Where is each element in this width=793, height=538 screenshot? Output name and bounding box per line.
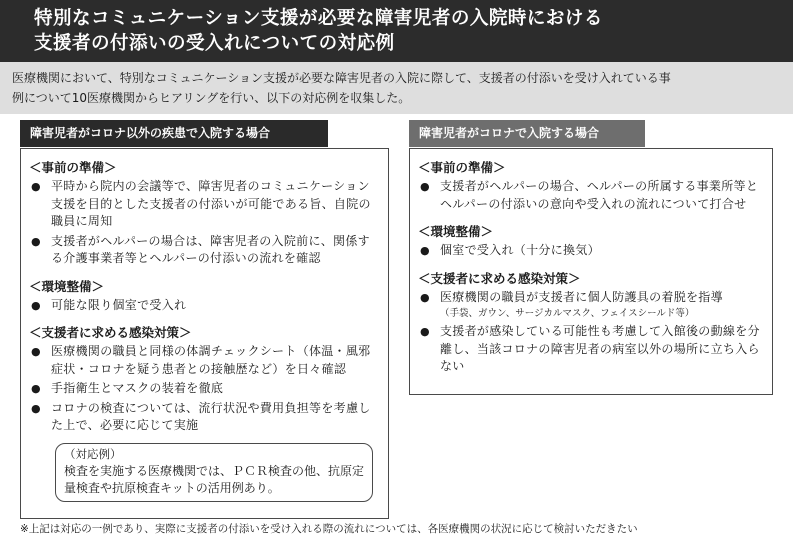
bullet-icon: ● <box>420 325 430 338</box>
list-item-text: 可能な限り個室で受入れ <box>51 297 187 312</box>
list-item-text: 支援者がヘルパーの場合、ヘルパーの所属する事業所等とヘルパーの付添いの意向や受入れの流れについて打合せ <box>440 179 759 211</box>
right-panel-label: 障害児者がコロナで入院する場合 <box>409 120 645 147</box>
left-section-environment: ＜環境整備＞ <box>29 278 105 294</box>
left-section-infection-control: ＜支援者に求める感染対策＞ <box>29 325 192 340</box>
list-item-text: コロナの検査については、流行状況や費用負担等を考慮した上で、必要に応じて実施 <box>51 400 371 432</box>
list-item-text: 医療機関の職員が支援者に個人防護具の着脱を指導 <box>440 289 723 304</box>
footer-note: ※上記は対応の一例であり、実際に支援者の付添いを受け入れる際の流れについては、各医療機関の状況に応じて検討いただきたい <box>20 523 638 535</box>
list-item-text: 医療機関の職員と同様の体調チェックシート（体温・風邪症状・コロナを疑う患者との接触歴など）を日々確認 <box>51 344 371 376</box>
ppe-note: （手袋、ガウン、サージカルマスク、フェイスシールド等） <box>440 308 695 319</box>
right-section-infection-control: ＜支援者に求める感染対策＞ <box>418 270 581 286</box>
list-item <box>418 323 764 376</box>
list-item-text: 手指衛生とマスクの装着を徹底 <box>51 381 224 395</box>
bullet-icon: ● <box>31 382 41 395</box>
bullet-icon: ● <box>31 180 41 193</box>
list-item <box>29 178 380 231</box>
example-title: （対応例） <box>64 446 122 461</box>
list-item <box>29 400 380 435</box>
left-panel <box>20 148 389 519</box>
bullet-icon: ● <box>31 298 41 312</box>
list-item <box>29 233 380 268</box>
list-item-text: 支援者が感染している可能性も考慮して入館後の動線を分離し、当該コロナの障害児者の病室以外の場所に立ち入らない <box>440 324 760 373</box>
bullet-icon: ● <box>420 180 430 193</box>
bullet-icon: ● <box>420 244 430 257</box>
bullet-icon: ● <box>420 290 430 304</box>
intro-text <box>0 62 793 114</box>
page-title <box>0 0 793 62</box>
intro-line-1: 医療機関において、特別なコミュニケーション支援が必要な障害児者の入院に際して、支援者の付添いを受け入れている事 <box>12 71 671 85</box>
example-text: 検査を実施する医療機関では、ＰＣＲ検査の他、抗原定量検査や抗原検査キットの活用例あり。 <box>64 463 365 495</box>
example-box <box>55 443 373 502</box>
list-item <box>418 178 764 213</box>
bullet-icon: ● <box>31 234 41 248</box>
intro-line-2: 例について10医療機関からヒアリングを行い、以下の対応例を収集した。 <box>12 91 411 105</box>
list-item-text: 個室で受入れ（十分に換気） <box>440 243 600 257</box>
list-item <box>29 343 380 378</box>
right-section-preparation: ＜事前の準備＞ <box>418 160 506 175</box>
left-panel-label: 障害児者がコロナ以外の疾患で入院する場合 <box>20 120 328 147</box>
left-section-preparation: ＜事前の準備＞ <box>29 160 117 175</box>
right-panel <box>409 148 773 395</box>
list-item <box>29 297 380 315</box>
title-line-1: 特別なコミュニケーション支援が必要な障害児者の入院時における <box>34 8 603 29</box>
list-item-text: 支援者がヘルパーの場合は、障害児者の入院前に、関係する介護事業者等とヘルパーの付添いの流れを確認 <box>51 233 370 265</box>
list-item <box>418 242 764 260</box>
right-section-environment: ＜環境整備＞ <box>418 224 494 239</box>
title-line-2: 支援者の付添いの受入れについての対応例 <box>34 33 395 54</box>
list-item <box>29 380 380 398</box>
list-item <box>418 289 764 307</box>
list-item-text: 平時から院内の会議等で、障害児者のコミュニケーション支援を目的とした支援者の付添いが可能である旨、自院の職員に周知 <box>51 179 371 228</box>
bullet-icon: ● <box>31 345 41 358</box>
bullet-icon: ● <box>31 401 41 415</box>
